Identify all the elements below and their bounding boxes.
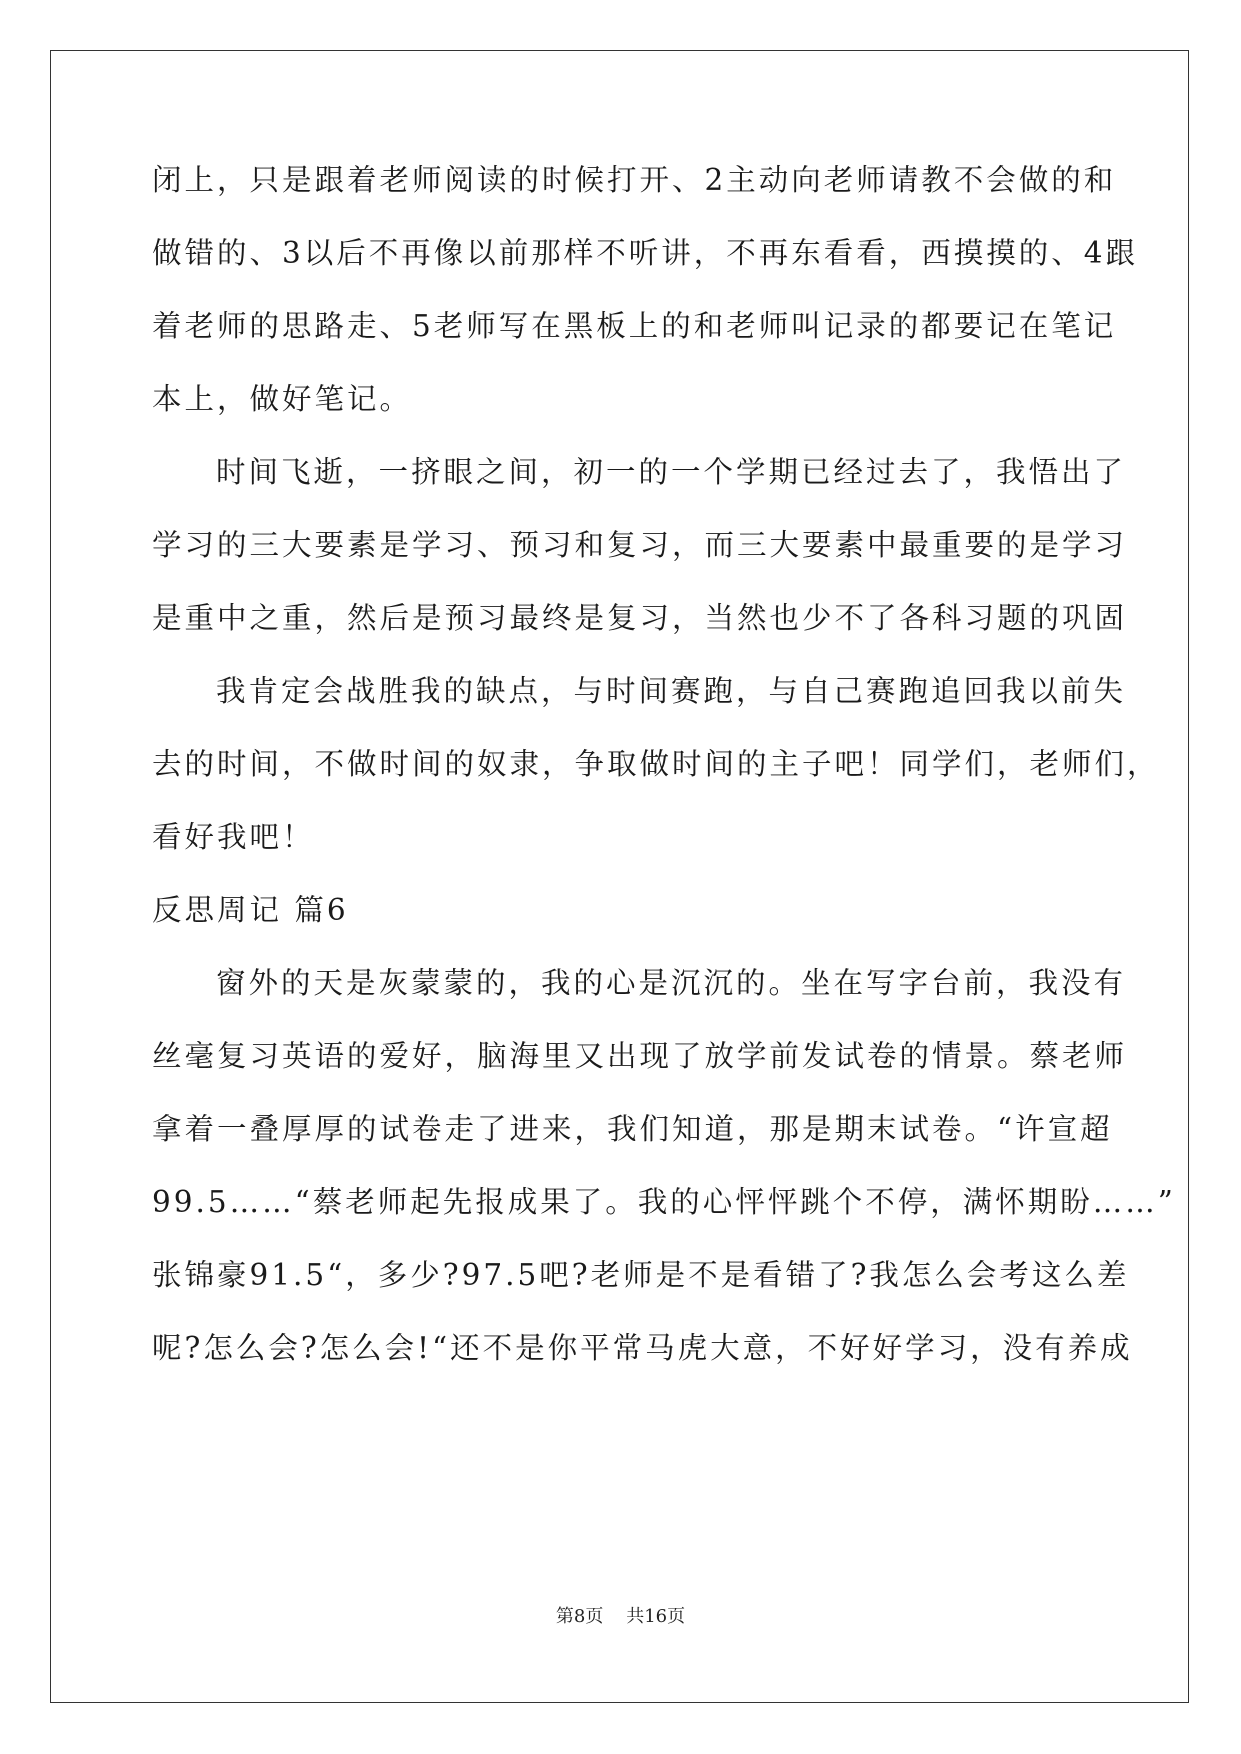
text-line: 丝毫复习英语的爱好，脑海里又出现了放学前发试卷的情景。蔡老师 [152,1039,1128,1073]
text-line: 去的时间，不做时间的奴隶，争取做时间的主子吧！同学们，老师们， [152,747,1160,781]
text-line: 拿着一叠厚厚的试卷走了进来，我们知道，那是期末试卷。“许宣超 [152,1112,1113,1146]
text-line: 呢?怎么会?怎么会!“还不是你平常马虎大意，不好好学习，没有养成 [152,1331,1133,1365]
text-line: 张锦豪91.5“，多少?97.5吧?老师是不是看错了?我怎么会考这么差 [152,1258,1130,1292]
paragraph-start-line: 时间飞逝，一挤眼之间，初一的一个学期已经过去了，我悟出了 [216,455,1127,489]
text-line: 看好我吧！ [152,820,315,854]
paragraph-start-line: 窗外的天是灰蒙蒙的，我的心是沉沉的。坐在写字台前，我没有 [216,966,1127,1000]
text-line: 学习的三大要素是学习、预习和复习，而三大要素中最重要的是学习 [152,528,1128,562]
page-number: 第8页 [555,1606,604,1627]
text-line: 做错的、3以后不再像以前那样不听讲，不再东看看，西摸摸的、4跟 [152,236,1139,270]
page-border [50,50,1189,1703]
page-total: 共16页 [626,1606,686,1627]
text-line: 本上，做好笔记。 [152,382,413,416]
text-line: 着老师的思路走、5老师写在黑板上的和老师叫记录的都要记在笔记 [152,309,1117,343]
text-line: 闭上，只是跟着老师阅读的时候打开、2主动向老师请教不会做的和 [152,163,1117,197]
text-line: 是重中之重，然后是预习最终是复习，当然也少不了各科习题的巩固 [152,601,1128,635]
page-footer [0,1605,1241,1629]
paragraph-start-line: 我肯定会战胜我的缺点，与时间赛跑，与自己赛跑追回我以前失 [216,674,1127,708]
text-line: 99.5……“蔡老师起先报成果了。我的心怦怦跳个不停，满怀期盼……” [152,1185,1176,1219]
section-heading: 反思周记 篇6 [152,893,349,927]
